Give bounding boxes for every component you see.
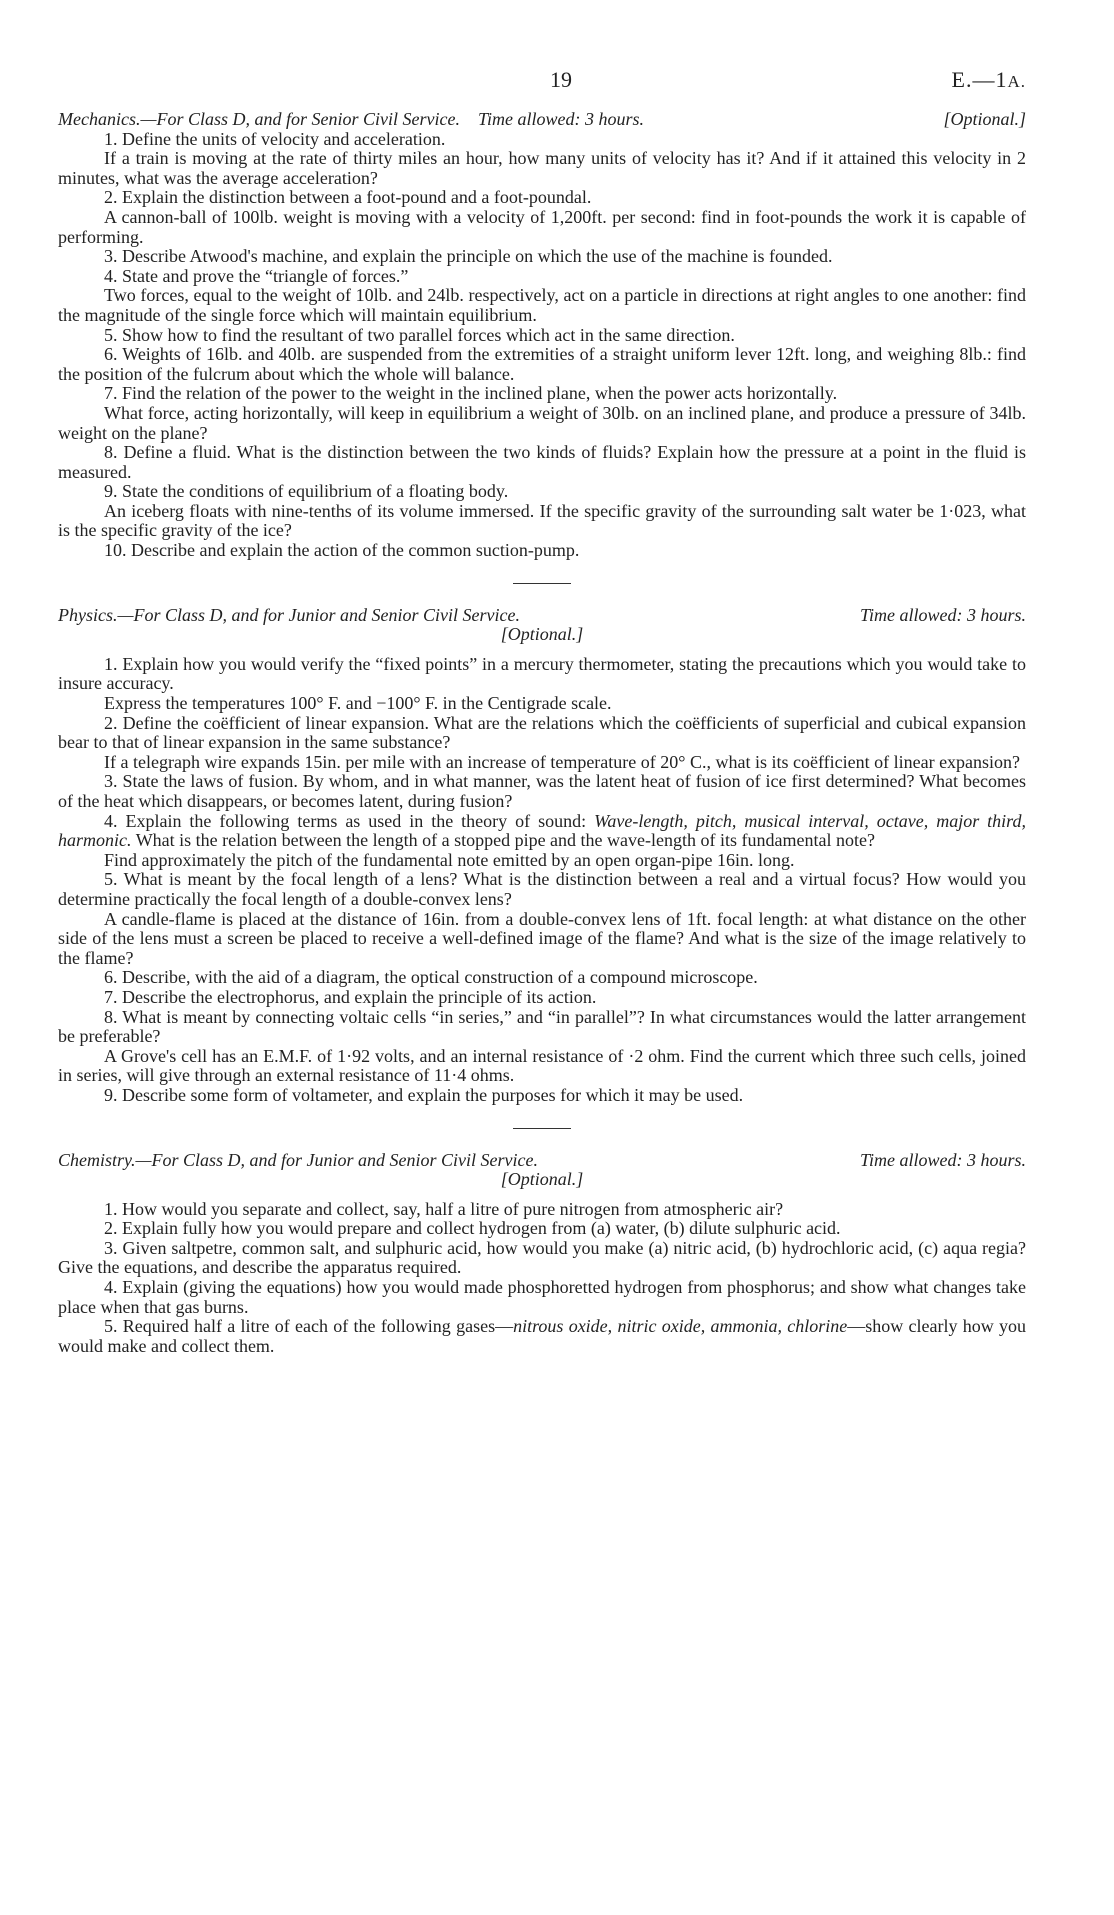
section-divider <box>513 1128 571 1129</box>
question-paragraph: 7. Find the relation of the power to the weight in the inclined plane, when the power acts horizontally. <box>104 383 838 404</box>
sound-terms: Wave-length, pitch, musical interval, octave, major third, harmonic. <box>58 810 1027 851</box>
question-paragraph: 1. Explain how you would verify the “fixed points” in a mercury thermometer, stating the precautions which you would take to insure accuracy. <box>58 653 1026 694</box>
physics-time: Time allowed: 3 hours. <box>859 604 1026 625</box>
question-paragraph: 6. Describe, with the aid of a diagram, the optical construction of a compound microscope. <box>104 967 758 988</box>
question-paragraph <box>58 1317 1026 1356</box>
question-paragraph: 5. What is meant by the focal length of a lens? What is the distinction between a real and a virtual focus? How would you determine practically the focal length of a double-convex lens? <box>58 869 1026 909</box>
mechanics-title: Mechanics.—For Class D, and for Senior Civil Service. <box>58 109 460 129</box>
chemistry-title: Chemistry.—For Class D, and for Junior and Senior Civil Service. <box>58 1149 538 1170</box>
question-paragraph: 5. Show how to find the resultant of two parallel forces which act in the same direction. <box>104 324 735 345</box>
question-paragraph: 8. What is meant by connecting voltaic cells “in series,” and “in parallel”? In what circumstances would the latter arrangement be preferable? <box>58 1006 1026 1047</box>
question-text: What is the relation between the length of a stopped pipe and the wave-length of its fundamental note? <box>135 830 875 851</box>
question-paragraph <box>58 812 1026 851</box>
question-paragraph: 9. State the conditions of equilibrium of a floating body. <box>104 481 509 502</box>
question-paragraph: 6. Weights of 16lb. and 40lb. are suspended from the extremities of a straight uniform lever 12ft. long, and weighing 8lb.: find the position of the fulcrum about which the whole will balance. <box>58 344 1026 384</box>
gas-list: nitrous oxide, nitric oxide, ammonia, chlorine <box>513 1316 848 1337</box>
question-paragraph: A candle-flame is placed at the distance of 16in. from a double-convex lens of 1ft. focal length: at what distance on the other side of the lens must a screen be placed to receive a well-defined image of the flame? And what is the size of the image relatively to the flame? <box>58 908 1026 968</box>
question-text: —show clearly how you would make and collect them. <box>58 1316 1026 1356</box>
question-paragraph: What force, acting horizontally, will keep in equilibrium a weight of 30lb. on an inclined plane, and produce a pressure of 34lb. weight on the plane? <box>58 402 1026 443</box>
question-paragraph: 3. State the laws of fusion. By whom, and in what manner, was the latent heat of fusion of ice first determined? What becomes of the heat which disappears, or becomes latent, during fusion? <box>58 771 1026 811</box>
question-paragraph: Two forces, equal to the weight of 10lb. and 24lb. respectively, act on a particle in directions at right angles to one another: find the magnitude of the single force which will maintain equilibrium. <box>58 285 1026 325</box>
physics-section <box>58 606 1026 1106</box>
question-paragraph: 1. How would you separate and collect, say, half a litre of pure nitrogen from atmospheric air? <box>104 1198 784 1219</box>
mechanics-optional: [Optional.] <box>943 109 1026 129</box>
physics-optional: [Optional.] <box>500 624 584 645</box>
question-text: 5. Required half a litre of each of the following gases— <box>104 1316 514 1337</box>
physics-title: Physics.—For Class D, and for Junior and Senior Civil Service. <box>58 604 520 625</box>
document-reference-main: E.—1 <box>951 67 1008 92</box>
question-paragraph: 4. Explain (giving the equations) how you would made phosphoretted hydrogen from phosphorus; and show what changes take place when that gas burns. <box>58 1277 1026 1317</box>
question-paragraph: 2. Explain fully how you would prepare and collect hydrogen from (a) water, (b) dilute sulphuric acid. <box>104 1218 841 1239</box>
question-paragraph: 1. Define the units of velocity and acceleration. <box>104 128 446 149</box>
question-paragraph: If a telegraph wire expands 15in. per mile with an increase of temperature of 20° C., what is its coëfficient of linear expansion? <box>104 751 1021 772</box>
question-text: 4. Explain the following terms as used in the theory of sound: <box>104 810 587 831</box>
chemistry-optional: [Optional.] <box>500 1169 584 1190</box>
chemistry-section <box>58 1151 1026 1357</box>
question-paragraph: A cannon-ball of 100lb. weight is moving with a velocity of 1,200ft. per second: find in foot-pounds the work it is capable of performing. <box>58 206 1026 247</box>
question-paragraph: 7. Describe the electrophorus, and explain the principle of its action. <box>104 986 597 1007</box>
mechanics-time: Time allowed: 3 hours. <box>477 109 644 129</box>
question-paragraph: If a train is moving at the rate of thirty miles an hour, how many units of velocity has it? And if it attained this velocity in 2 minutes, what was the average acceleration? <box>58 148 1026 188</box>
question-paragraph: 10. Describe and explain the action of the common suction-pump. <box>104 540 580 561</box>
chemistry-time: Time allowed: 3 hours. <box>859 1149 1026 1170</box>
physics-heading <box>58 606 1026 645</box>
section-divider <box>513 583 571 584</box>
chemistry-heading <box>58 1151 1026 1190</box>
document-reference-suffix: A. <box>1007 72 1026 91</box>
question-paragraph: An iceberg floats with nine-tenths of its volume immersed. If the specific gravity of the surrounding salt water be 1·023, what is the specific gravity of the ice? <box>58 500 1026 541</box>
question-paragraph: 3. Given saltpetre, common salt, and sulphuric acid, how would you make (a) nitric acid, (b) hydrochloric acid, (c) aqua regia? Give the equations, and describe the apparatus required. <box>58 1237 1026 1278</box>
page-header <box>58 67 1026 110</box>
question-paragraph: 2. Define the coëfficient of linear expansion. What are the relations which the coëfficients of superficial and cubical expansion bear to that of linear expansion in the same substance? <box>58 712 1026 753</box>
question-paragraph: 8. Define a fluid. What is the distinction between the two kinds of fluids? Explain how the pressure at a point in the fluid is measured. <box>58 442 1026 482</box>
question-paragraph: Express the temperatures 100° F. and −100° F. in the Centigrade scale. <box>104 693 612 714</box>
mechanics-section <box>58 110 1026 561</box>
question-paragraph: 3. Describe Atwood's machine, and explain the principle on which the use of the machine is founded. <box>104 246 833 267</box>
document-reference <box>951 67 1026 92</box>
page-number: 19 <box>550 67 572 92</box>
question-paragraph: 4. State and prove the “triangle of forces.” <box>104 265 409 286</box>
mechanics-heading <box>58 110 1026 130</box>
question-paragraph: 2. Explain the distinction between a foot-pound and a foot-poundal. <box>104 187 592 208</box>
question-paragraph: Find approximately the pitch of the fundamental note emitted by an open organ-pipe 16in. long. <box>104 849 795 870</box>
question-paragraph: 9. Describe some form of voltameter, and explain the purposes for which it may be used. <box>104 1084 744 1105</box>
question-paragraph: A Grove's cell has an E.M.F. of 1·92 volts, and an internal resistance of ·2 ohm. Find the current which three such cells, joined in series, will give through an external resistance of 11·4 ohms. <box>58 1045 1026 1086</box>
